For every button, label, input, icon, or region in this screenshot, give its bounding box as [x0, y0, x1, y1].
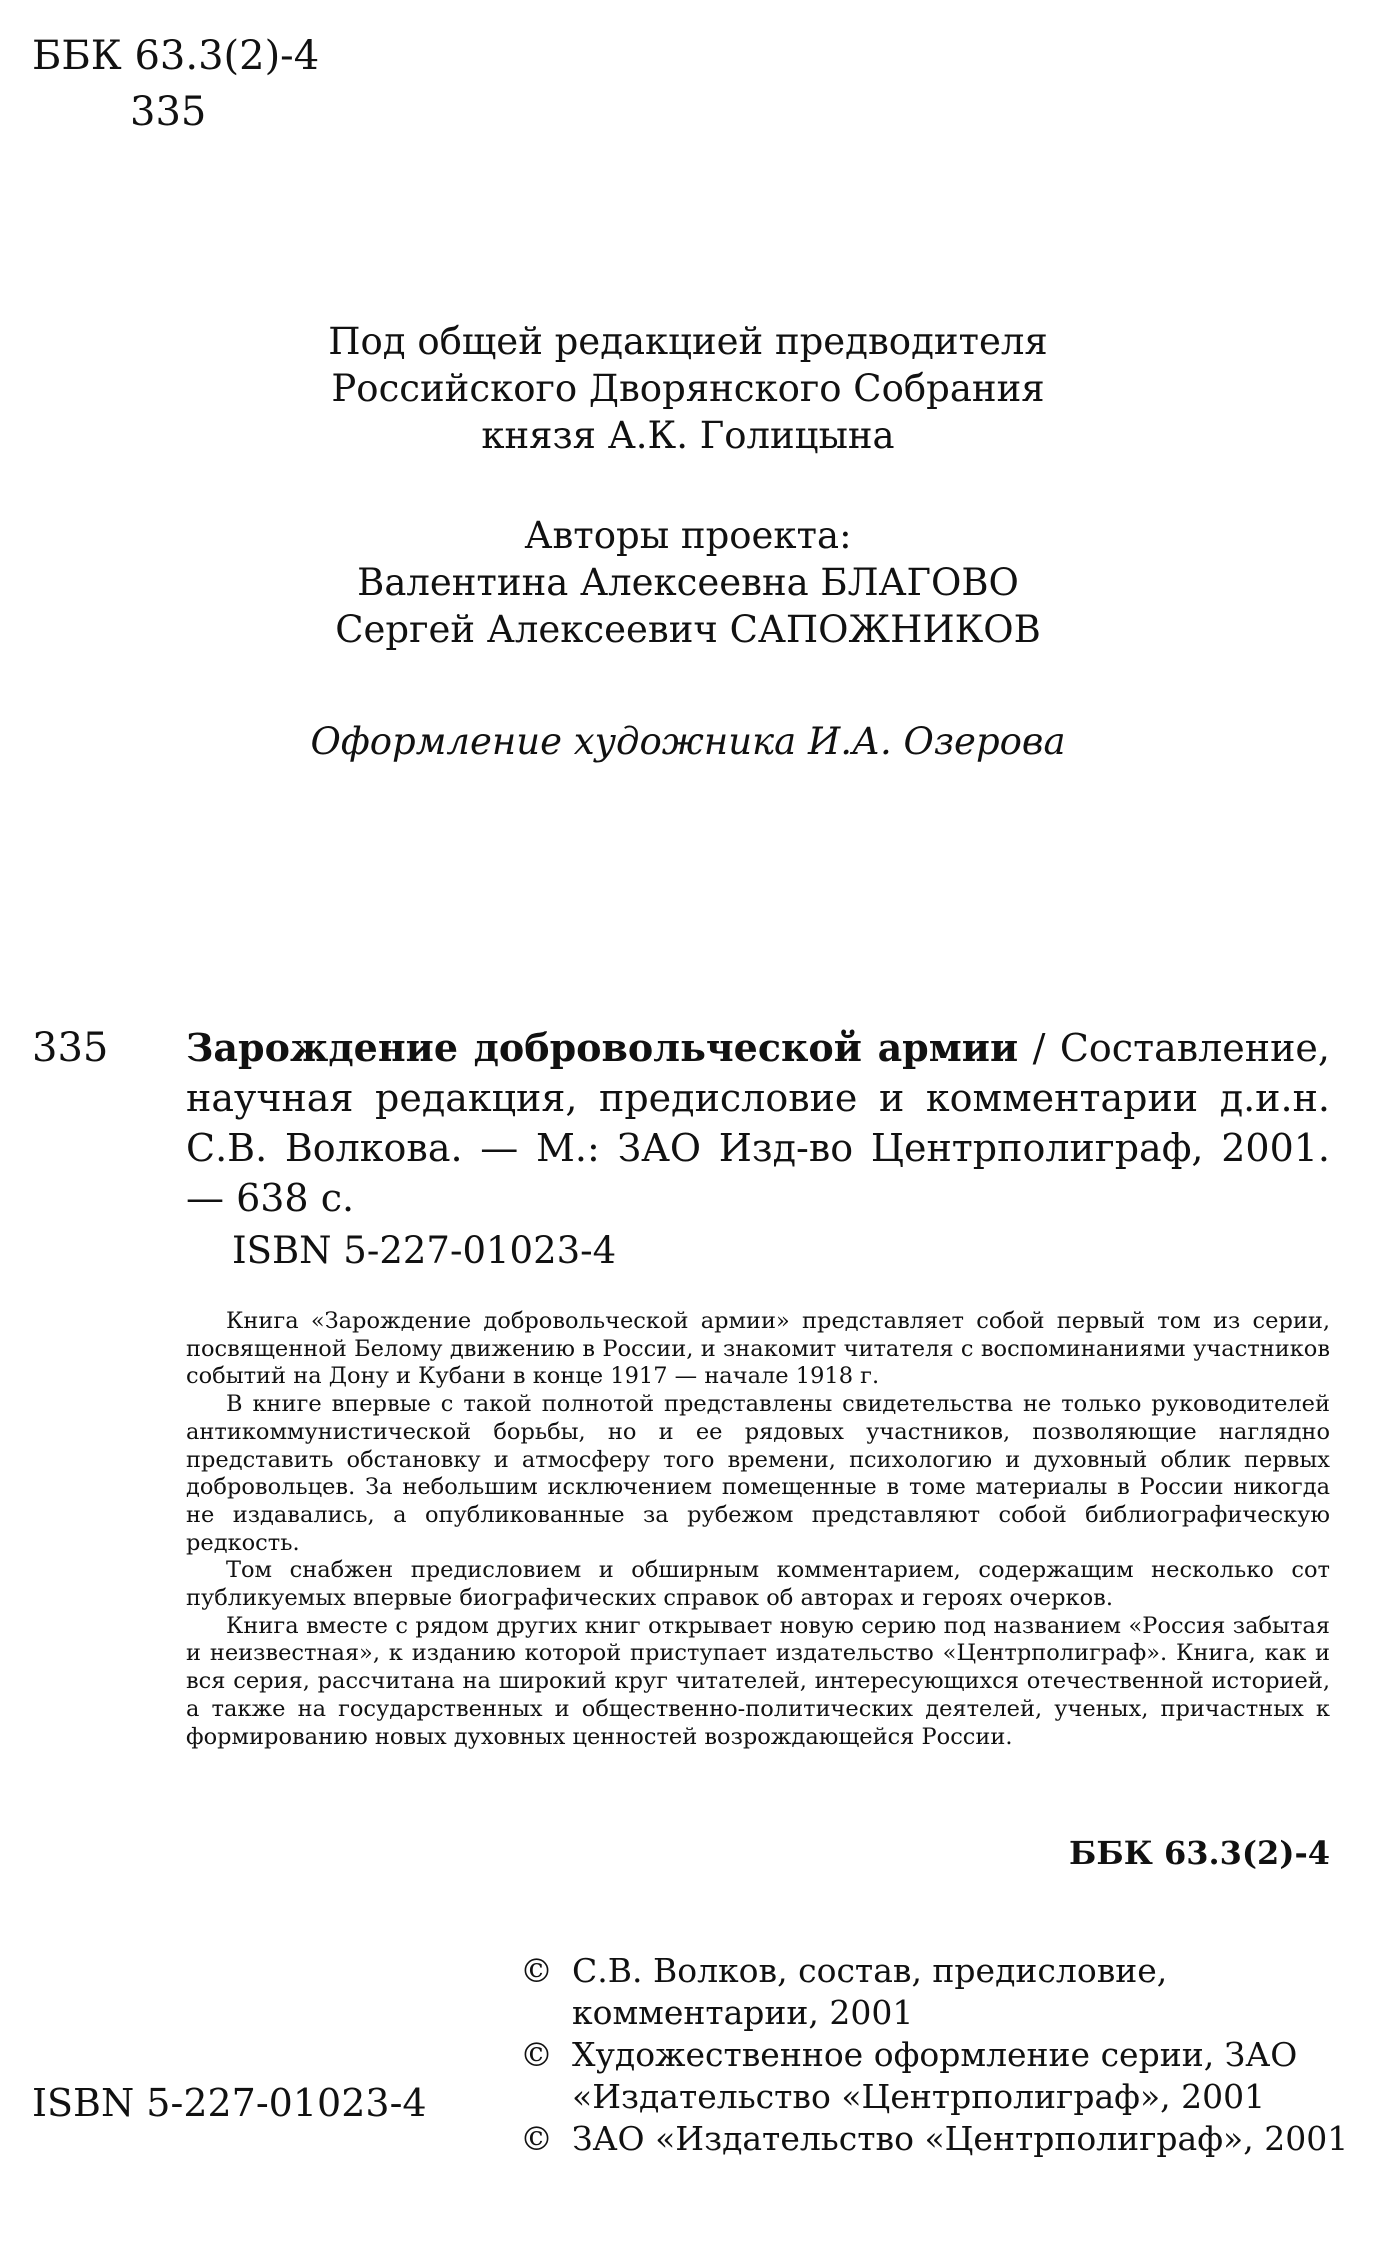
entry-isbn: ISBN 5-227-01023-4	[232, 1229, 617, 1272]
copyright-text: Художественное оформление серии, ЗАО «Издательство «Центрполиграф», 2001	[572, 2035, 1298, 2116]
entry-code: 335	[32, 1025, 109, 1071]
library-code-block	[32, 28, 319, 140]
editorial-line: Российского Дворянского Собрания	[331, 367, 1045, 410]
annotation-paragraph: Книга вместе с рядом других книг открывает новую серию под названием «Россия забытая и неизвестная», к изданию которой приступает издательство «Центрполиграф». Книга, как и вся серия, рассчитана на широкий круг читателей, интересующихся отечественной историей, а также на государственных и общественно-политических деятелей, ученых, причастных к формированию новых духовных ценностей возрождающейся России.	[186, 1612, 1330, 1750]
bbk-code: ББК 63.3(2)-4	[32, 33, 320, 79]
annotation-paragraph: Том снабжен предисловием и обширным комментарием, содержащим несколько сот публикуемых впервые биографических справок об авторах и героях очерков.	[186, 1557, 1330, 1612]
annotation-paragraph: Книга «Зарождение добровольческой армии» представляет собой первый том из серии, посвященной Белому движению в России, и знакомит читателя с воспоминаниями участников событий на Дону и Кубани в конце 1917 — начале 1918 г.	[186, 1308, 1330, 1390]
copyright-text: С.В. Волков, состав, предисловие, комментарии, 2001	[572, 1951, 1168, 2032]
author-mark: 335	[130, 89, 207, 135]
copyright-text: ЗАО «Издательство «Центрполиграф», 2001	[572, 2119, 1349, 2158]
isbn-bottom: ISBN 5-227-01023-4	[32, 2081, 427, 2125]
copyright-item	[520, 2118, 1350, 2160]
author-name: Валентина Алексеевна БЛАГОВО	[357, 561, 1019, 604]
copyright-item	[520, 1950, 1350, 2034]
annotation-paragraph: В книге впервые с такой полнотой представлены свидетельства не только руководителей антикоммунистической борьбы, но и ее рядовых участников, позволяющие наглядно представить обстановку и атмосферу того времени, психологию и духовный облик первых добровольцев. За небольшим исключением помещенные в томе материалы в России никогда не издавались, а опубликованные за рубежом представляют собой библиографическую редкость.	[186, 1391, 1330, 1556]
author-name: Сергей Алексеевич САПОЖНИКОВ	[335, 608, 1041, 651]
design-credit: Оформление художника И.А. Озерова	[310, 720, 1066, 763]
editorial-block	[0, 318, 1376, 459]
copyright-icon: ©	[520, 1951, 553, 1990]
book-title: Зарождение добровольческой армии	[186, 1025, 1019, 1070]
copyright-item	[520, 2034, 1350, 2118]
copyright-icon: ©	[520, 2119, 553, 2158]
authors-block	[0, 512, 1376, 653]
copyright-block	[520, 1950, 1350, 2160]
bbk-code-bottom: ББК 63.3(2)-4	[1069, 1834, 1330, 1872]
editorial-line: Под общей редакцией предводителя	[328, 320, 1048, 363]
copyright-icon: ©	[520, 2035, 553, 2074]
entry-details: / Составление, научная редакция, предисловие и комментарии д.и.н. С.В. Волкова. — М.: ЗАО Изд-во Центрполиграф, 2001. — 638 с.	[186, 1026, 1330, 1220]
bibliographic-entry	[186, 1023, 1330, 1223]
editorial-line: князя А.К. Голицына	[481, 414, 895, 457]
annotation	[186, 1308, 1330, 1751]
authors-heading: Авторы проекта:	[524, 514, 852, 557]
